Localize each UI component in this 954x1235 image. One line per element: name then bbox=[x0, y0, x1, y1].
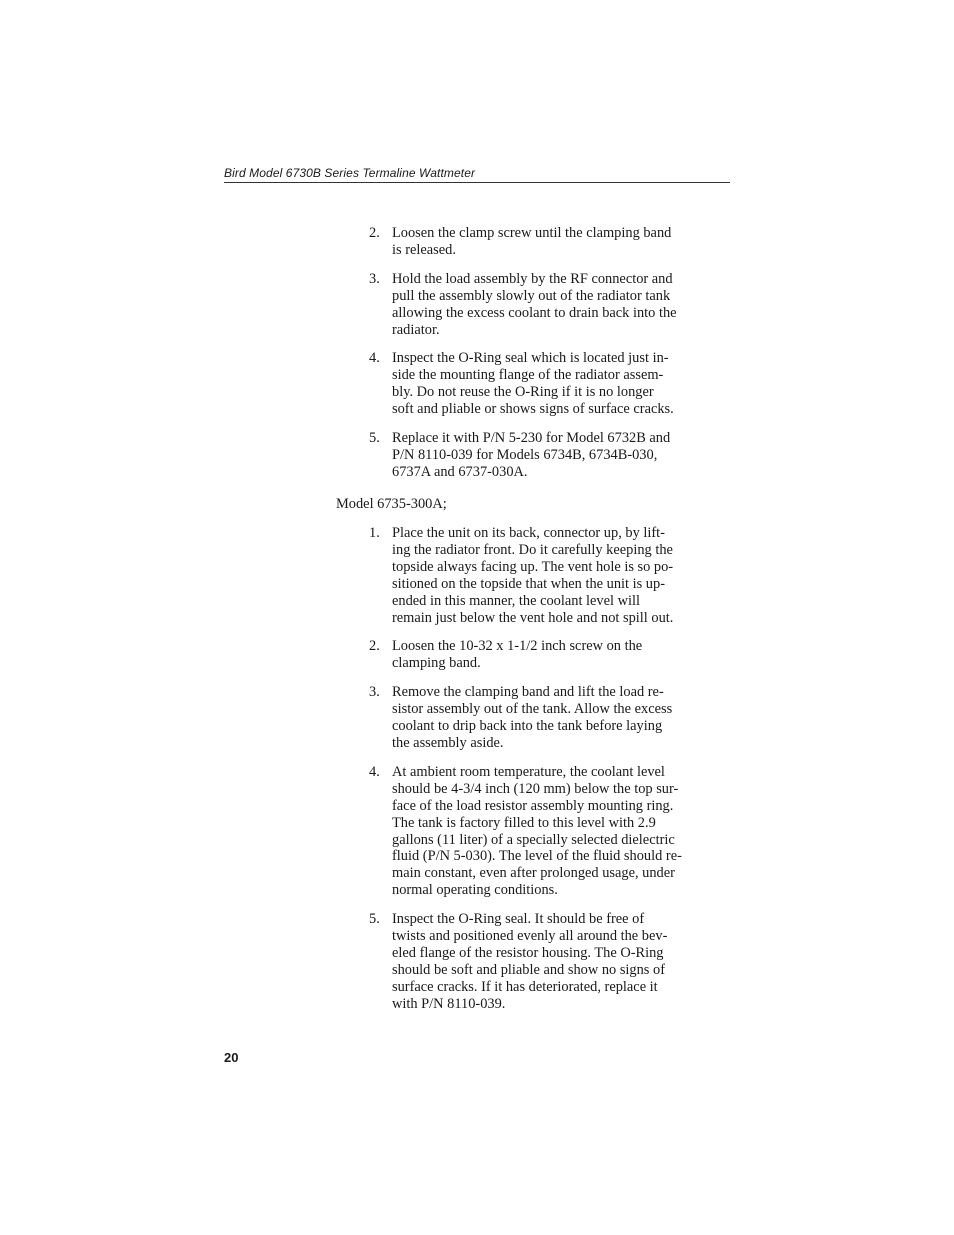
step-text: Hold the load assembly by the RF connector and pull the assembly slowly out of the radiator tank allowing the excess coolant to drain back into the radiator. bbox=[392, 270, 677, 338]
list-item bbox=[365, 350, 731, 418]
step-text: Loosen the clamp screw until the clamping band is released. bbox=[392, 225, 672, 258]
step-number: 3. bbox=[369, 270, 380, 287]
step-number: 2. bbox=[369, 638, 380, 655]
list-item bbox=[365, 684, 731, 752]
list-item bbox=[365, 430, 731, 481]
list-item bbox=[365, 271, 731, 339]
step-text: Inspect the O-Ring seal which is located just in- side the mounting flange of the radiator assem- bly. Do not reuse the O-Ring if it is no longer soft and pliable or shows signs of surface cracks. bbox=[392, 350, 674, 418]
list-item bbox=[365, 225, 731, 259]
step-text: Replace it with P/N 5-230 for Model 6732B and P/N 8110-039 for Models 6734B, 6734B-030, 6737A and 6737-030A. bbox=[392, 430, 671, 480]
step-text: At ambient room temperature, the coolant level should be 4-3/4 inch (120 mm) below the top sur- face of the load resistor assembly mounting ring. The tank is factory filled to this level with 2.9 gallons (11 liter) of a specially selected dielectric fluid (P/N 5-030). The level of the fluid should re- main constant, even after prolonged usage, under normal operating conditions. bbox=[392, 763, 682, 899]
model-6735-steps-list bbox=[365, 525, 731, 1025]
list-item bbox=[365, 911, 731, 1012]
page-number: 20 bbox=[224, 1050, 239, 1065]
step-text: Remove the clamping band and lift the load re- sistor assembly out of the tank. Allow the excess coolant to drip back into the tank before laying the assembly aside. bbox=[392, 684, 673, 751]
step-number: 1. bbox=[369, 525, 380, 541]
step-number: 5. bbox=[369, 911, 380, 928]
step-number: 3. bbox=[369, 684, 380, 701]
step-text: Place the unit on its back, connector up, by lift- ing the radiator front. Do it carefully keeping the topside always facing up. The vent hole is so po- sitioned on the topside that when the unit is up- ended in this manner, the coolant level will remain just below the vent hole and not spill out. bbox=[392, 525, 674, 626]
step-text: Loosen the 10-32 x 1-1/2 inch screw on the clamping band. bbox=[392, 638, 643, 672]
list-item bbox=[365, 638, 731, 672]
header-rule bbox=[224, 182, 730, 183]
list-item bbox=[365, 764, 731, 899]
step-number: 2. bbox=[369, 225, 380, 241]
step-text: Inspect the O-Ring seal. It should be free of twists and positioned evenly all around the bev- eled flange of the resistor housing. The O-Ring should be soft and pliable and show no signs of surface cracks. If it has deteriorated, replace it with P/N 8110-039. bbox=[392, 911, 668, 1012]
list-item bbox=[365, 525, 731, 626]
step-number: 5. bbox=[369, 430, 380, 447]
running-header: Bird Model 6730B Series Termaline Wattmeter bbox=[224, 166, 476, 180]
procedure-steps-list bbox=[365, 225, 731, 493]
section-label: Model 6735-300A; bbox=[336, 496, 447, 512]
step-number: 4. bbox=[369, 763, 380, 780]
step-number: 4. bbox=[369, 350, 380, 367]
